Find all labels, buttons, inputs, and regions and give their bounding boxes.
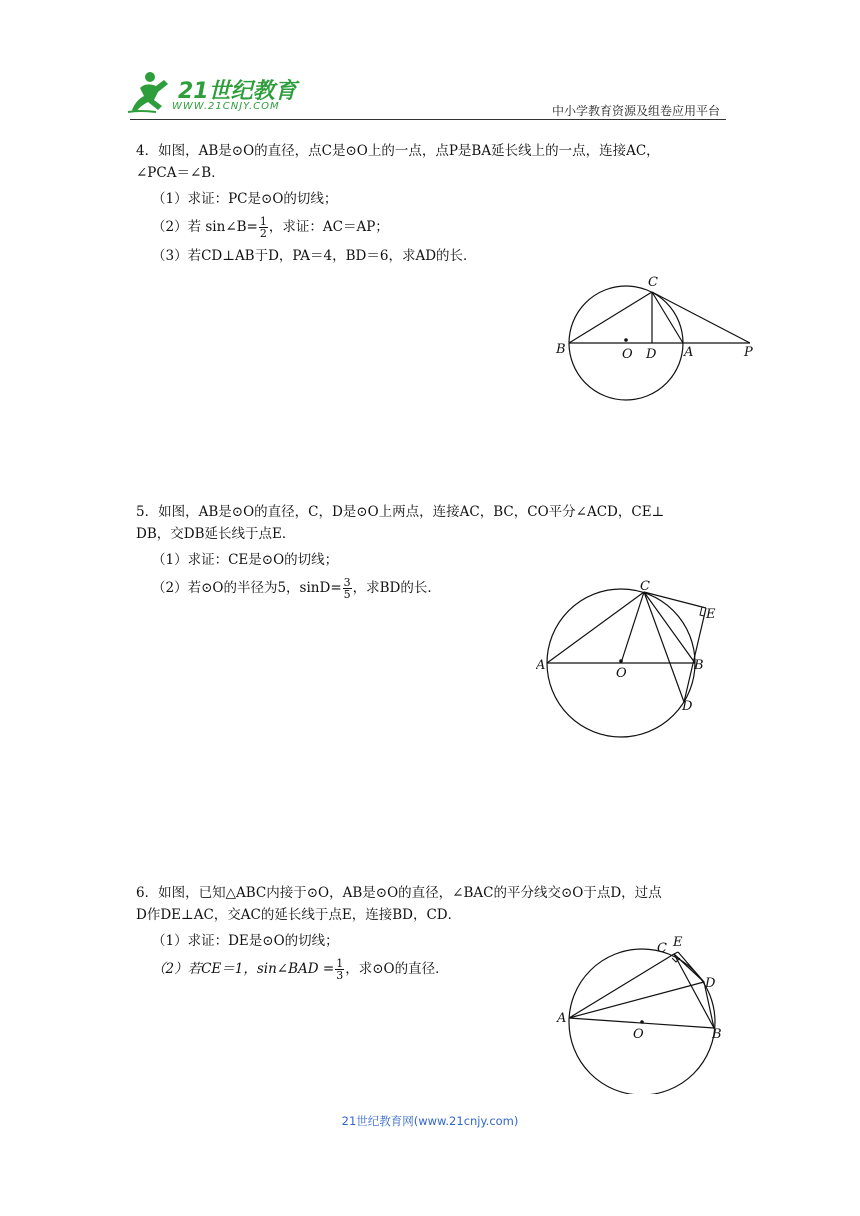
platform-title: 中小学教育资源及组卷应用平台 [551,104,720,118]
runner-icon [126,70,176,114]
question-part-2-pre: （2）若CE＝1，sin∠BAD = [152,961,335,977]
fraction: $\frac{3}{5}$ [343,576,351,601]
fraction: $\frac{1}{2}$ [259,215,267,240]
label-A: A [536,658,546,673]
fraction: $\frac{1}{3}$ [336,957,344,982]
label-E: E [673,935,683,950]
question-stem: ．如图，已知△ABC内接于⊙O，AB是⊙O的直径，∠BAC的平分线交⊙O于点D，过点 [144,885,662,901]
logo-brand-text: 21世纪教育 [178,79,297,104]
question-stem-cont: D作DE⊥AC，交AC的延长线于点E，连接BD，CD． [136,907,462,923]
label-D: D [646,347,657,362]
label-P: P [744,345,753,360]
question-number: 4 [136,143,145,159]
question-part-2-post: ，求⊙O的直径． [345,961,449,977]
question-part-2-pre: （2）若⊙O的半径为5，sinD= [152,580,342,596]
label-B: B [712,1027,722,1042]
footer-link[interactable]: 21世纪教育网(www.21cnjy.com) [341,1114,519,1128]
question-part-2-pre: （2）若 sin∠B= [152,219,258,235]
label-C: C [648,275,658,290]
question-stem: ．如图，AB是⊙O的直径，点C是⊙O上的一点，点P是BA延长线上的一点，连接AC， [144,143,660,159]
question-part-2-post: ，求BD的长． [352,580,441,596]
question-stem-cont: ∠PCA＝∠B． [136,165,225,181]
label-E: E [706,607,716,622]
question-number: 5 [136,504,145,520]
label-D: D [682,699,693,714]
label-O: O [616,666,627,681]
label-D: D [705,976,716,991]
question-part-1: （1）求证：DE是⊙O的切线； [152,933,339,949]
label-A: A [557,1011,567,1026]
site-logo [126,70,296,116]
label-B: B [556,342,566,357]
figure-q5-circle-tangent [536,580,726,740]
label-A: A [684,345,694,360]
label-C: C [640,580,650,594]
logo-url-text: WWW.21CNJY.COM [172,101,280,112]
question-number: 6 [136,885,145,901]
figure-q6-inscribed-triangle [554,932,734,1094]
label-C: C [657,941,667,956]
question-part-3: （3）若CD⊥AB于D，PA＝4，BD＝6，求AD的长． [152,248,477,264]
question-part-1: （1）求证：PC是⊙O的切线； [152,191,338,207]
question-part-2-post: ，求证：AC＝AP； [268,219,389,235]
label-B: B [694,658,704,673]
label-O: O [622,347,633,362]
figure-q4-circle-tangent [550,272,770,402]
question-part-1: （1）求证：CE是⊙O的切线； [152,552,339,568]
header-divider [130,119,726,120]
question-4 [136,140,736,267]
question-stem-cont: DB，交DB延长线于点E． [136,526,296,542]
label-O: O [633,1027,644,1042]
question-stem: ．如图，AB是⊙O的直径，C，D是⊙O上两点，连接AC，BC，CO平分∠ACD，CE⊥ [144,504,665,520]
